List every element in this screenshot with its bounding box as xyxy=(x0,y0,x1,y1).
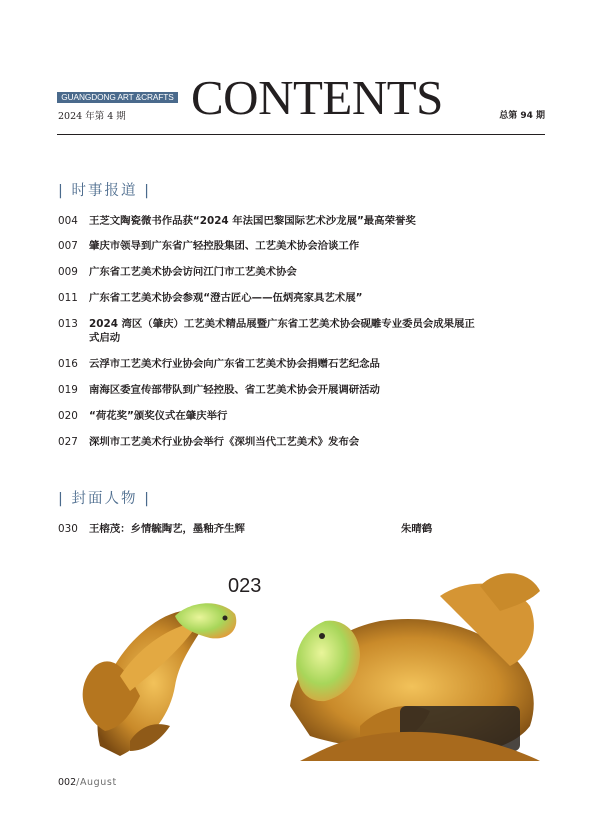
section-bar-left: | xyxy=(58,183,65,199)
toc-title: 2024 湾区（肇庆）工艺美术精品展暨广东省工艺美术协会砚雕专业委员会成果展正式启动 xyxy=(89,318,475,344)
toc-page: 030 xyxy=(58,523,78,535)
fish-sculpture-image xyxy=(60,556,546,761)
toc-page: 020 xyxy=(58,410,78,422)
page-title: CONTENTS xyxy=(191,70,443,125)
toc-title: 肇庆市领导到广东省广轻控股集团、工艺美术协会洽谈工作 xyxy=(89,240,360,252)
toc-page: 004 xyxy=(58,215,78,227)
toc-page: 013 xyxy=(58,318,78,330)
toc-title: 南海区委宣传部带队到广轻控股、省工艺美术协会开展调研活动 xyxy=(89,384,380,396)
toc-title: “荷花奖”颁奖仪式在肇庆举行 xyxy=(89,410,228,422)
toc-author: 朱晴鹤 xyxy=(401,523,433,535)
magazine-badge: GUANGDONG ART &CRAFTS xyxy=(57,92,178,103)
toc-page: 019 xyxy=(58,384,78,396)
toc-page: 016 xyxy=(58,358,78,370)
section-heading-news xyxy=(58,179,151,200)
total-issue: 总第 94 期 xyxy=(499,111,545,121)
section-bar-left: | xyxy=(58,491,65,507)
issue-number: 2024 年第 4 期 xyxy=(58,111,126,122)
section-heading-cover xyxy=(58,487,151,508)
section-bar-right: | xyxy=(144,183,151,199)
section-heading-text: 封面人物 xyxy=(71,491,138,507)
page-number-value: 002 xyxy=(58,777,77,788)
toc-title: 王榕茂：乡情毓陶艺，墨釉齐生辉 xyxy=(89,523,245,535)
right-fish xyxy=(290,573,540,761)
toc-title: 广东省工艺美术协会访问江门市工艺美术协会 xyxy=(89,266,297,278)
section-bar-right: | xyxy=(144,491,151,507)
toc-page: 027 xyxy=(58,436,78,448)
toc-title: 王芝文陶瓷微书作品获“2024 年法国巴黎国际艺术沙龙展”最高荣誉奖 xyxy=(89,215,416,227)
toc-title: 深圳市工艺美术行业协会举行《深圳当代工艺美术》发布会 xyxy=(89,436,360,448)
left-fish xyxy=(83,603,237,756)
toc-title: 云浮市工艺美术行业协会向广东省工艺美术协会捐赠石艺纪念品 xyxy=(89,358,380,370)
photo-label: 023 xyxy=(228,575,262,597)
toc-page: 007 xyxy=(58,240,78,252)
toc-title: 广东省工艺美术协会参观“澄古匠心——伍炳亮家具艺术展” xyxy=(89,292,363,304)
toc-page: 011 xyxy=(58,292,78,304)
page-month: /August xyxy=(76,777,117,788)
cover-photo xyxy=(60,556,546,761)
header-divider xyxy=(57,134,545,135)
page-number xyxy=(58,777,117,788)
toc-page: 009 xyxy=(58,266,78,278)
section-heading-text: 时事报道 xyxy=(71,183,138,199)
